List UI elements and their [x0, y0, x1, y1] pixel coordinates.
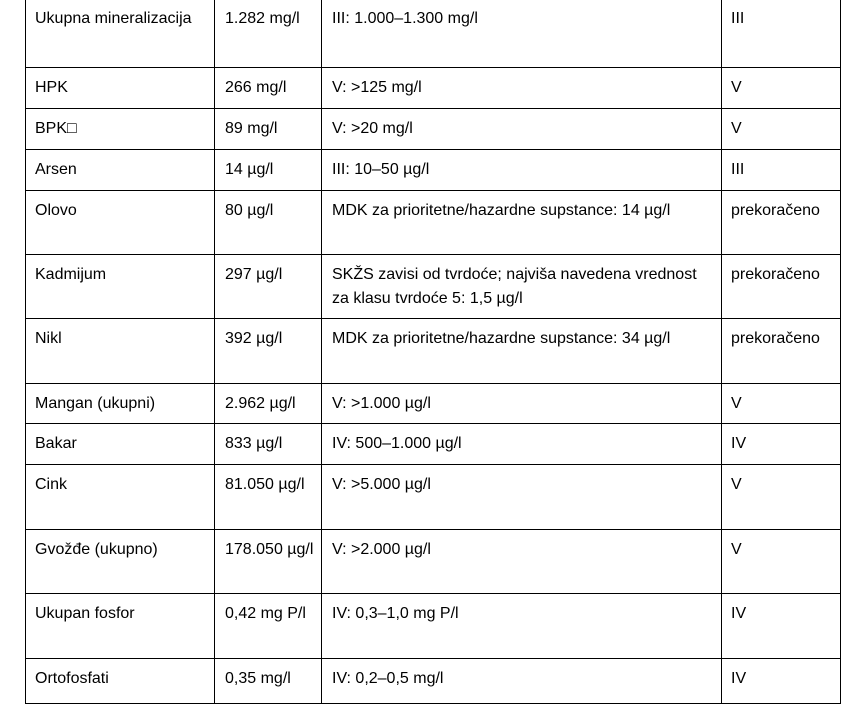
class-cell: V [722, 68, 841, 109]
class-cell: prekoračeno [722, 255, 841, 319]
value-cell: 80 µg/l [215, 191, 322, 255]
table-row [26, 659, 841, 704]
parameter-cell: Gvožđe (ukupno) [26, 530, 215, 594]
criterion-cell: IV: 0,2–0,5 mg/l [322, 659, 722, 704]
class-cell: III [722, 150, 841, 191]
water-quality-table [25, 0, 841, 704]
class-cell: prekoračeno [722, 191, 841, 255]
criterion-cell: IV: 500–1.000 µg/l [322, 424, 722, 465]
table-row [26, 255, 841, 319]
class-cell: III [722, 0, 841, 68]
class-cell: V [722, 530, 841, 594]
table-row [26, 319, 841, 384]
criterion-cell: V: >125 mg/l [322, 68, 722, 109]
criterion-cell: V: >1.000 µg/l [322, 384, 722, 424]
value-cell: 297 µg/l [215, 255, 322, 319]
criterion-cell: MDK za prioritetne/hazardne supstance: 14 µg/l [322, 191, 722, 255]
table-row [26, 150, 841, 191]
table-row [26, 191, 841, 255]
class-cell: IV [722, 594, 841, 659]
criterion-cell: V: >20 mg/l [322, 109, 722, 150]
parameter-cell: Olovo [26, 191, 215, 255]
value-cell: 81.050 µg/l [215, 465, 322, 530]
value-cell: 14 µg/l [215, 150, 322, 191]
parameter-cell: Kadmijum [26, 255, 215, 319]
parameter-cell: Nikl [26, 319, 215, 384]
criterion-cell: MDK za prioritetne/hazardne supstance: 34 µg/l [322, 319, 722, 384]
table-row [26, 465, 841, 530]
criterion-cell: SKŽS zavisi od tvrdoće; najviša navedena vrednost za klasu tvrdoće 5: 1,5 µg/l [322, 255, 722, 319]
value-cell: 0,42 mg P/l [215, 594, 322, 659]
value-cell: 1.282 mg/l [215, 0, 322, 68]
table-row [26, 0, 841, 68]
class-cell: IV [722, 424, 841, 465]
class-cell: V [722, 109, 841, 150]
parameter-cell: Mangan (ukupni) [26, 384, 215, 424]
value-cell: 2.962 µg/l [215, 384, 322, 424]
value-cell: 89 mg/l [215, 109, 322, 150]
criterion-cell: III: 1.000–1.300 mg/l [322, 0, 722, 68]
criterion-cell: V: >2.000 µg/l [322, 530, 722, 594]
parameter-cell: Bakar [26, 424, 215, 465]
class-cell: V [722, 465, 841, 530]
criterion-cell: IV: 0,3–1,0 mg P/l [322, 594, 722, 659]
parameter-cell: Arsen [26, 150, 215, 191]
value-cell: 392 µg/l [215, 319, 322, 384]
table-row [26, 530, 841, 594]
table-row [26, 109, 841, 150]
class-cell: IV [722, 659, 841, 704]
class-cell: V [722, 384, 841, 424]
criterion-cell: III: 10–50 µg/l [322, 150, 722, 191]
table-row [26, 424, 841, 465]
class-cell: prekoračeno [722, 319, 841, 384]
parameter-cell: Ortofosfati [26, 659, 215, 704]
parameter-cell: Ukupna mineralizacija [26, 0, 215, 68]
table-row [26, 384, 841, 424]
table-row [26, 68, 841, 109]
value-cell: 833 µg/l [215, 424, 322, 465]
table-row [26, 594, 841, 659]
value-cell: 0,35 mg/l [215, 659, 322, 704]
value-cell: 178.050 µg/l [215, 530, 322, 594]
parameter-cell: Ukupan fosfor [26, 594, 215, 659]
parameter-cell: BPK□ [26, 109, 215, 150]
criterion-cell: V: >5.000 µg/l [322, 465, 722, 530]
parameter-cell: HPK [26, 68, 215, 109]
value-cell: 266 mg/l [215, 68, 322, 109]
parameter-cell: Cink [26, 465, 215, 530]
